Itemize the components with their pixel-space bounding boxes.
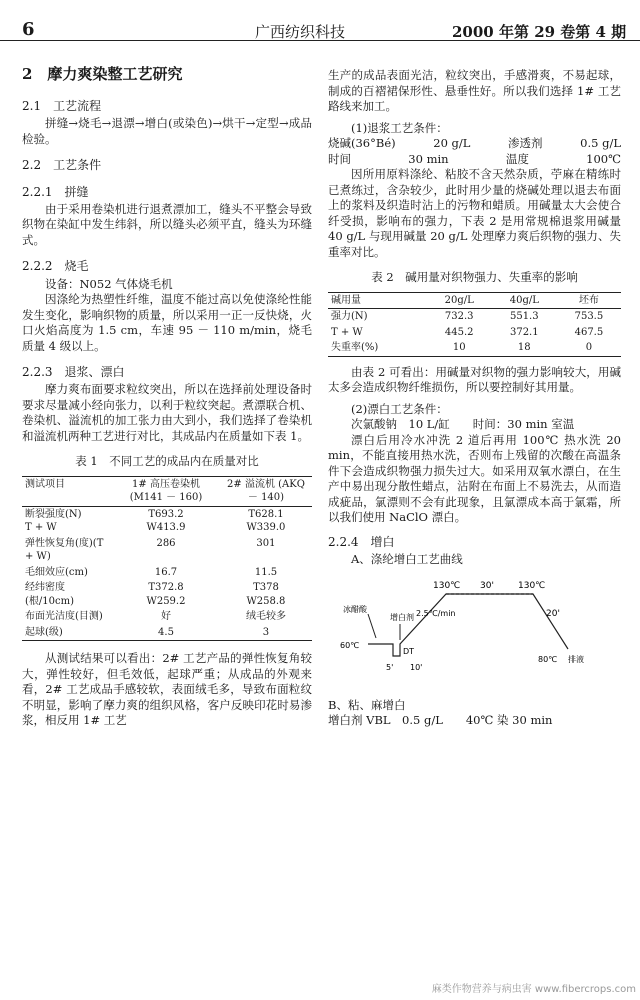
table1-cell: 16.7 — [154, 566, 178, 578]
desizing-param-label2: 渗透剂 — [508, 136, 543, 151]
label-drain: 排液 — [568, 654, 584, 664]
table2-cell: 18 — [517, 342, 531, 354]
table1-cell: T693.2 W413.9 — [146, 508, 186, 534]
label-80: 80℃ — [538, 654, 558, 664]
table1-cell: 301 — [256, 537, 276, 549]
table2-cell: 467.5 — [574, 326, 604, 338]
table1-cell: 3 — [262, 626, 270, 638]
s222-equipment: 设备：N052 气体烧毛机 — [45, 276, 173, 291]
s21-text: 拼缝→烧毛→退漂→增白(或染色)→烘干→定型→成品检验。 — [22, 116, 312, 146]
table2-cell: 732.3 — [444, 311, 474, 323]
table1-row — [22, 580, 312, 609]
desizing-param-value: 20 g/L — [433, 136, 471, 151]
label-130a: 130℃ — [433, 580, 461, 591]
table2-caption: 表 2 碱用量对织物强力、失重率的影响 — [371, 270, 578, 285]
desizing-param-row — [328, 136, 621, 152]
table1-row — [22, 536, 312, 565]
table1-cell: 绒毛较多 — [245, 611, 286, 623]
bleach-title: (2)漂白工艺条件： — [351, 401, 448, 416]
table2-header: 坯布 — [557, 292, 621, 309]
table1-cell: 4.5 — [158, 626, 174, 638]
curve-b-title: B、粘、麻增白 — [328, 697, 406, 712]
label-acid: 冰醋酸 — [343, 604, 367, 614]
curve-a-title: A、涤纶增白工艺曲线 — [351, 552, 463, 567]
curve-line — [368, 594, 568, 656]
desizing-params — [328, 136, 621, 167]
table1-cell: 起球(级) — [25, 626, 63, 638]
table1-cell: 11.5 — [254, 566, 278, 578]
desizing-param-value2: 0.5 g/L — [580, 136, 621, 151]
table1-cell: T378 W258.8 — [246, 582, 286, 607]
right-column — [328, 68, 621, 729]
table2-row — [328, 340, 621, 356]
label-130b: 130℃ — [518, 580, 546, 591]
table1-cell: 弹性恢复角(度)(T + W) — [25, 537, 104, 563]
s222-text: 因涤纶为热塑性纤维，温度不能过高以免使涤纶性能发生变化，影响织物的质量，所以采用一正一反快烧，火口火焰高度为 1.5 cm，车速 95 － 110 m/min，烧毛质量 4 级以上。 — [22, 292, 312, 353]
table2-cell: 强力(N) — [331, 311, 368, 323]
table1-row — [22, 625, 312, 641]
table1-row — [22, 506, 312, 536]
table2-cell: 372.1 — [509, 326, 539, 338]
left-column — [22, 44, 312, 729]
label-dt: DT — [403, 646, 415, 656]
table2 — [328, 292, 621, 357]
desizing-text: 因所用原料涤纶、粘胶不含天然杂质，苧麻在精练时已煮练过，含杂较少，此时用少量的烧碱处理以退去布面上的浆料及织造时沾上的污物和蜡质。用碱量太大会使合纤受损，影响布的强力，下表 2 是用常规棉退浆用碱量 40 g/L 与现用碱量 20 g/L 处理摩力爽后织物的强力、失重率对比。 — [328, 167, 621, 259]
section-title: 2 摩力爽染整工艺研究 — [22, 65, 183, 83]
table2-header: 碱用量 — [328, 292, 427, 309]
desizing-title: (1)退浆工艺条件： — [351, 120, 448, 135]
table2-text: 由表 2 可看出：用碱量对织物的强力影响较大，用碱太多会造成织物纤维损伤，所以要控制好其用量。 — [328, 364, 621, 395]
whitening-process-curve — [328, 574, 588, 694]
table1-header: 1# 高压卷染机 (M141 － 160) — [112, 476, 220, 506]
label-5: 5' — [386, 662, 394, 672]
table2-row — [328, 325, 621, 341]
desizing-param-label2: 温度 — [505, 151, 529, 166]
table2-cell: 445.2 — [444, 326, 474, 338]
table1-cell: 断裂强度(N) T + W — [25, 508, 82, 534]
table2-header: 40g/L — [492, 292, 557, 309]
s22-title: 2.2 工艺条件 — [22, 158, 102, 173]
desizing-param-value: 30 min — [408, 151, 449, 166]
table1-cell: 286 — [156, 537, 176, 549]
table2-header: 20g/L — [427, 292, 492, 309]
s223-title: 2.2.3 退浆、漂白 — [22, 365, 125, 380]
table2-cell: 0 — [585, 342, 593, 354]
table2-cell: 551.3 — [509, 311, 539, 323]
s222-title: 2.2.2 烧毛 — [22, 259, 89, 274]
table1-cell: 好 — [161, 611, 171, 623]
table2-row — [328, 309, 621, 325]
label-30: 30' — [480, 580, 494, 591]
desizing-param-label: 时间 — [328, 151, 351, 166]
desizing-param-label: 烧碱(36°Bé) — [328, 136, 396, 151]
journal-name: 广西纺织科技 — [255, 23, 346, 41]
vbl-text: 增白剂 VBL 0.5 g/L 40℃ 染 30 min — [328, 713, 553, 728]
s221-text: 由于采用卷染机进行退煮漂加工，缝头不平整会导致织物在染缸中发生纬斜，所以缝头必须平直，缝头为环缝式。 — [22, 201, 312, 247]
table2-cell: 失重率(%) — [331, 342, 379, 354]
table1-cell: 经纬密度(根/10cm) — [25, 582, 74, 607]
label-20: 20' — [546, 608, 560, 619]
table1-cell: T372.8 W259.2 — [146, 582, 186, 607]
table1-cell: 布面光洁度(目测) — [25, 611, 103, 623]
s223-text: 摩力爽布面要求粒纹突出，所以在选择前处理设备时要求尽量减小经向张力，以利于粒纹突起。煮漂联合机、卷染机、溢流机的加工张力由大到小，我们选择了卷染机和溢流机两种工艺进行对比，其成品内在质量如下表 1。 — [22, 382, 312, 443]
s224-title: 2.2.4 增白 — [328, 534, 395, 549]
page-header — [0, 8, 640, 41]
acid-arrow — [368, 614, 376, 638]
watermark: 麻类作物营养与病虫害 www.fibercrops.com — [431, 983, 636, 995]
label-agent: 增白剂 — [390, 612, 414, 622]
table1-row — [22, 565, 312, 581]
continue-text: 生产的成品表面光洁，粒纹突出，手感滑爽，不易起球，制成的百褶裙保形性、悬垂性好。所以我们选择 1# 工艺路线来加工。 — [328, 68, 621, 114]
label-rate: 2.5℃/min — [416, 608, 456, 618]
label-10: 10' — [410, 662, 423, 672]
table1-cell: 毛细效应(cm) — [25, 566, 88, 578]
desizing-param-row — [328, 152, 621, 168]
table1-caption: 表 1 不同工艺的成品内在质量对比 — [75, 454, 259, 469]
s221-title: 2.2.1 拼缝 — [22, 184, 89, 199]
desizing-param-value2: 100℃ — [586, 151, 621, 166]
s21-title: 2.1 工艺流程 — [22, 99, 102, 114]
table1-header: 测试项目 — [22, 476, 112, 506]
table2-cell: T + W — [331, 326, 363, 338]
table1-row — [22, 609, 312, 625]
table1-header: 2# 溢流机 (AKQ － 140) — [220, 476, 312, 506]
issue-info: 2000 年第 29 卷第 4 期 — [452, 23, 627, 41]
page-number: 6 — [22, 19, 35, 40]
bleach-params: 次氯酸钠 10 L/缸 时间：30 min 室温 — [351, 417, 575, 432]
table2-cell: 753.5 — [574, 311, 604, 323]
table2-cell: 10 — [452, 342, 466, 354]
conclusion-text: 从测试结果可以看出：2# 工艺产品的弹性恢复角较大，弹性较好，但毛效低，起球严重；从成品的外观来看，2# 工艺成品手感较软，表面绒毛多，导致布面粒纹不明显，影响了摩力爽的组织风格，客户反映印花时易渗浆，相反用 1# 工艺 — [22, 651, 312, 728]
table1 — [22, 476, 312, 642]
process-curve-svg — [328, 574, 588, 694]
table1-cell: T628.1 W339.0 — [246, 508, 286, 534]
bleach-text: 漂白后用冷水冲洗 2 道后再用 100℃ 热水洗 20 min，不能直接用热水洗，否则布上残留的次酸在高温条件下会造成织物强力损失过大。如采用双氧水漂白，在生产中易出现分散性蜡点，沾附在布面上不易洗去，从而造成疵品，氯漂则不会有此现象，且氯漂成本高于氯霜，所以我们使用 NaClO 漂白。 — [328, 432, 621, 525]
label-60: 60℃ — [340, 640, 360, 650]
